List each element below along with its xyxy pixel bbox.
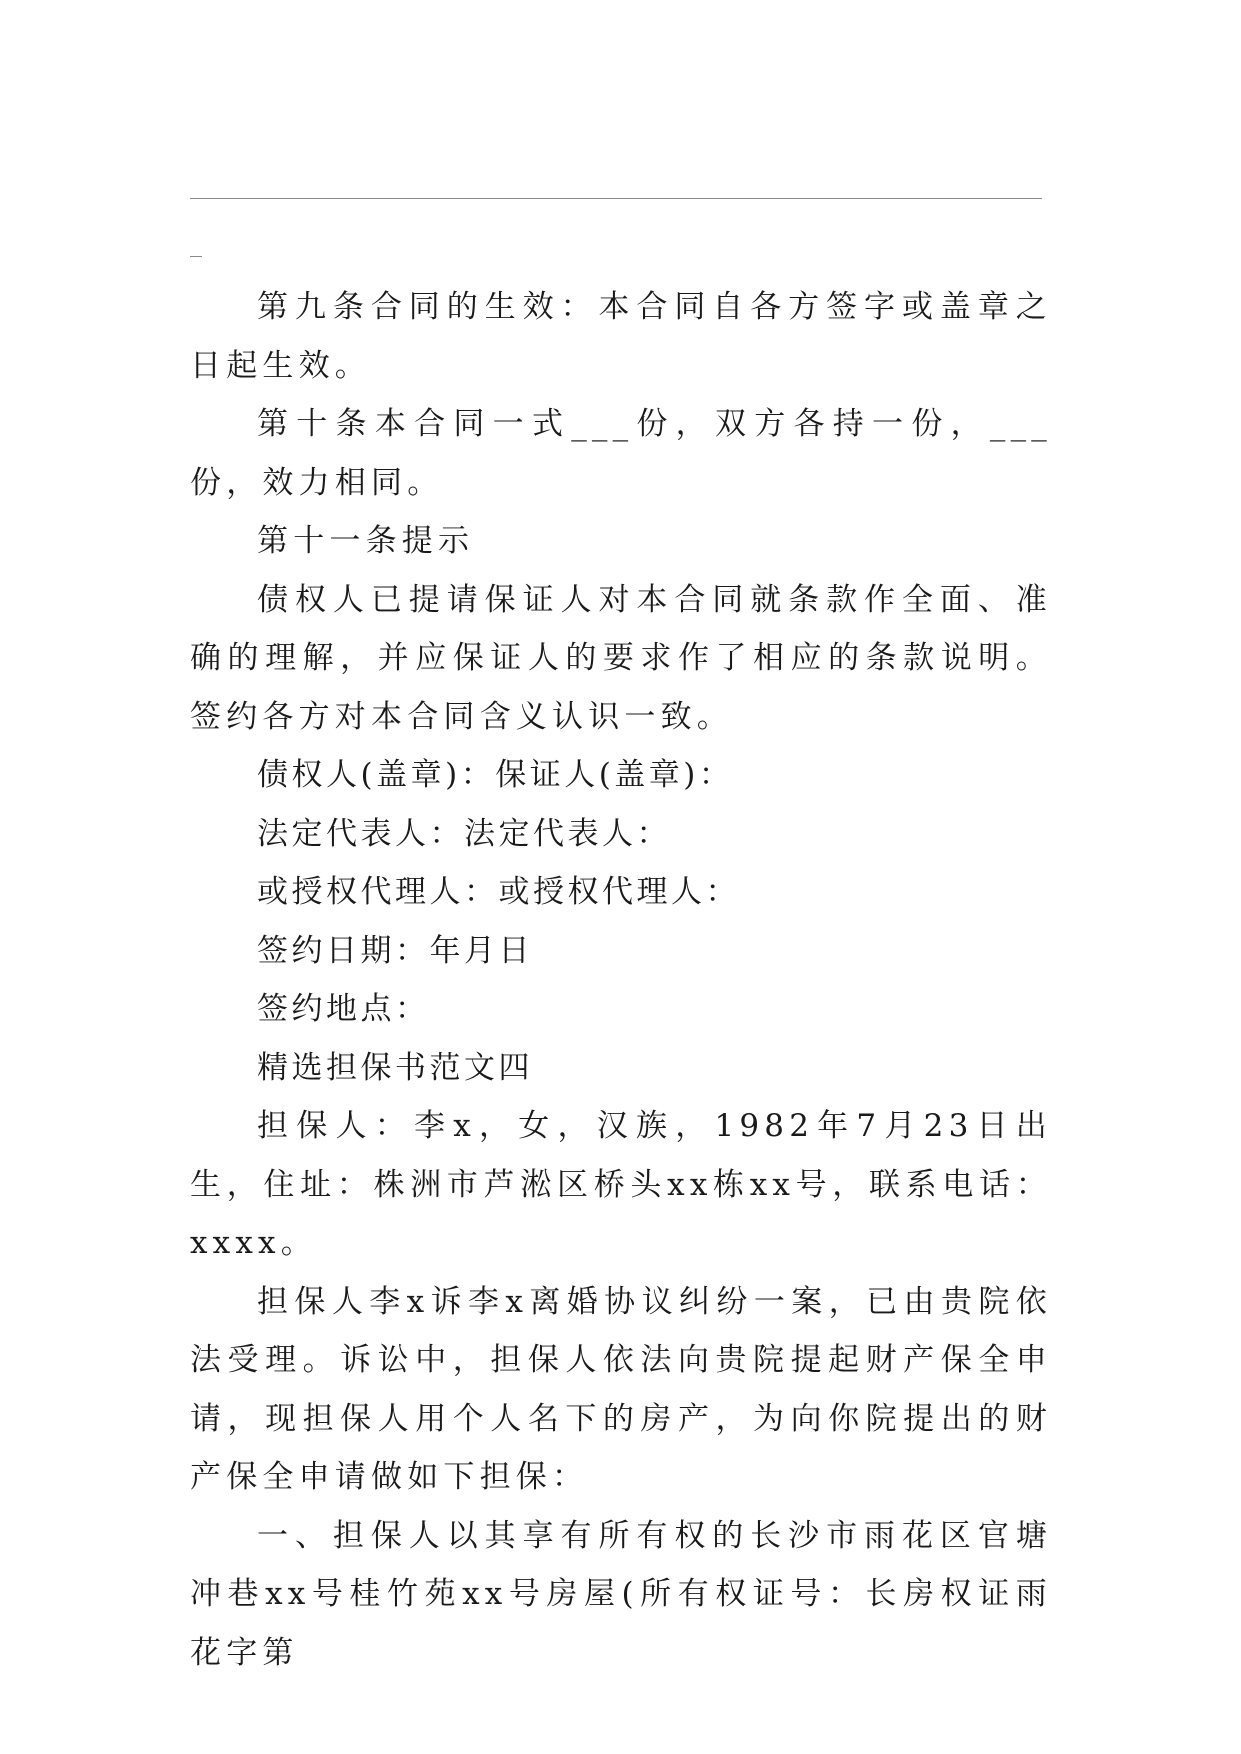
guarantee-item-1: 一、担保人以其享有所有权的长沙市雨花区官塘冲巷xx号桂竹苑xx号房屋(所有权证号：长房权证雨花字第 [190, 1517, 1052, 1671]
signature-seal-line: 债权人(盖章)：保证人(盖章)： [257, 757, 734, 793]
separator-line-continuation [190, 256, 202, 257]
signing-place-line: 签约地点： [257, 991, 430, 1027]
clause-10-copies: 第十条本合同一式___份，双方各持一份，___份，效力相同。 [190, 406, 1052, 501]
signature-agent-line: 或授权代理人：或授权代理人： [257, 874, 740, 910]
signing-date-line: 签约日期：年月日 [257, 932, 533, 969]
clause-11-heading: 第十一条提示 [257, 523, 475, 559]
clause-9-effectiveness: 第九条合同的生效：本合同自各方签字或盖章之日起生效。 [190, 289, 1052, 384]
document-body [190, 278, 1052, 1682]
separator-line [190, 198, 1042, 199]
signature-legal-rep-line: 法定代表人：法定代表人： [257, 815, 671, 852]
clause-11-text: 债权人已提请保证人对本合同就条款作全面、准确的理解，并应保证人的要求作了相应的条款说明。签约各方对本合同含义认识一致。 [190, 581, 1052, 735]
section-title: 精选担保书范文四 [257, 1049, 533, 1086]
case-statement: 担保人李x诉李x离婚协议纠纷一案，已由贵院依法受理。诉讼中，担保人依法向贵院提起财产保全申请，现担保人用个人名下的房产，为向你院提出的财产保全申请做如下担保： [190, 1283, 1052, 1495]
guarantor-info: 担保人：李x，女，汉族，1982年7月23日出生，住址：株洲市芦淞区桥头xx栋xx号，联系电话：xxxx。 [190, 1108, 1052, 1261]
